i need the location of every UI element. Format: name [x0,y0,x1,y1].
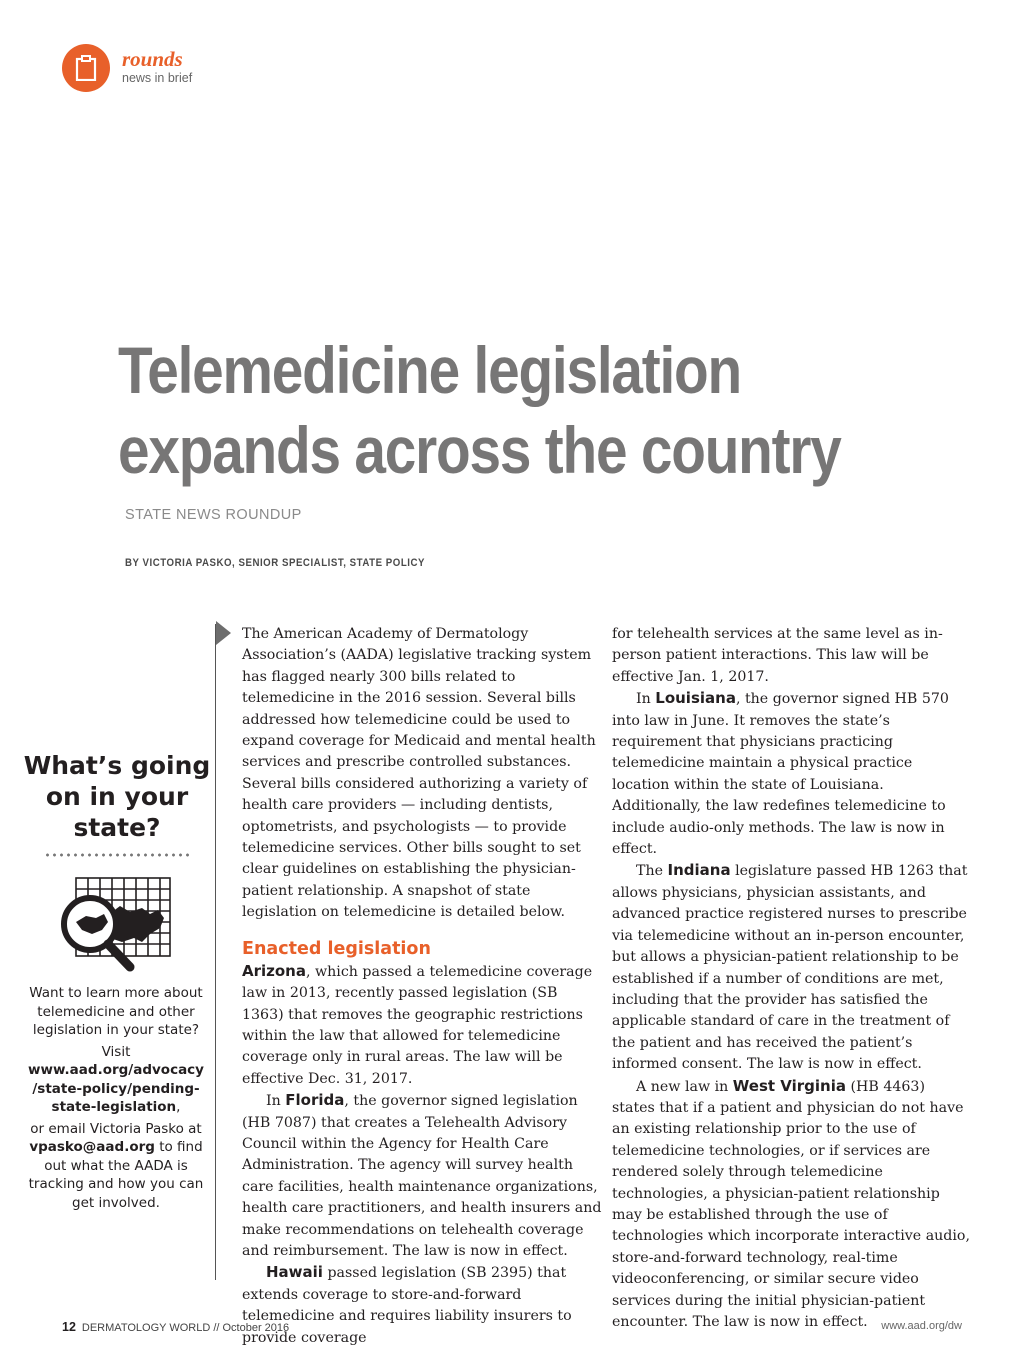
headline-line-1: Telemedicine legislation [118,333,741,407]
state-hawaii: Hawaii [266,1263,323,1282]
hawaii-continued: for telehealth services at the same level as in-person patient interactions. This law will be effective Jan. 1, 2017. [612,626,943,685]
article-subhead: STATE NEWS ROUNDUP [125,507,302,523]
state-arizona: Arizona [242,961,306,980]
intro-paragraph: The American Academy of Dermatology Association’s (AADA) legislative tracking system has flagged nearly 300 bills related to telemedicine in the 2016 session. Several bills addressed how telemedicine could be used to expand coverage for Medicaid and mental health services and prescribe controlled substances. Several bills considered authorizing a variety of health care providers — including dentists, optometrists, and psychologists — to provide telemedicine services. Other bills sought to set clear guidelines on establishing the physician-patient relationship. A snapshot of state legislation on telemedicine is detailed below. [242,626,596,921]
section-icon [62,44,110,92]
enacted-heading: Enacted legislation [242,938,431,959]
footer-folio [62,1320,289,1334]
magnifier-map-icon [50,872,180,980]
visit-suffix: , [176,1099,181,1115]
wv-pre: A new law in [636,1078,733,1095]
indiana-pre: The [636,863,668,880]
arrow-right-icon [216,621,231,645]
visit-prefix: Visit [101,1043,131,1060]
sidebar-text [28,984,204,1215]
west-virginia-paragraph [612,1076,972,1334]
footer-url[interactable]: www.aad.org/dw [881,1320,962,1332]
body-column-1 [242,624,602,1349]
state-florida: Florida [285,1091,345,1110]
clipboard-icon [75,55,97,81]
state-policy-link[interactable]: www.aad.org/advocacy/state-policy/pending-state-legislation [28,1062,204,1115]
state-indiana: Indiana [667,861,731,880]
headline-line-2: expands across the country [118,413,841,487]
issue-date: October 2016 [222,1322,290,1334]
sidebar-email [28,1120,204,1213]
arizona-paragraph [242,961,602,1090]
indiana-paragraph [612,860,972,1075]
sidebar-title: What’s going on in your state? [23,751,211,842]
magazine-name: DERMATOLOGY WORLD [81,1322,211,1334]
body-column-2 [612,624,972,1333]
florida-text: , the governor signed legislation (HB 7087) that creates a Telehealth Advisory Council within the Agency for Health Care Administration. The agency will survey health care facilities, health maintenance organizations, health care practitioners, and health insurers and make recommendations on telehealth coverage and reimbursement. The law is now in effect. [242,1093,602,1259]
arizona-text: , which passed a telemedicine coverage law in 2013, recently passed legislation (SB 1363) that removes the geographic restrictions within the law that allowed for telemedicine coverage only in rural areas. The law will be effective Dec. 31, 2017. [242,963,593,1087]
article-headline [118,330,841,490]
indiana-text: legislature passed HB 1263 that allows physicians, physician assistants, and advanced practice registered nurses to prescribe via telemedicine without an in-person encounter, but allows a physician-patient relationship to be established if a number of conditions are met, including that the provider has satisfied the applicable standard of care in the treatment of the patient and has received the patient’s informed consent. The law is now in effect. [612,863,968,1073]
state-west-virginia: West Virginia [732,1076,846,1095]
section-name: rounds [122,47,183,71]
state-louisiana: Louisiana [655,689,736,708]
hawaii-paragraph [242,1262,602,1349]
sidebar-visit [28,1043,204,1117]
page-number: 12 [62,1320,76,1334]
florida-pre: In [266,1093,286,1110]
sidebar-paragraph: Want to learn more about telemedicine and other legislation in your state? [29,985,203,1038]
wv-text: (HB 4463) states that if a patient and physician do not have an existing relationship prior to the use of telemedicine technologies, or if services are rendered solely through telemedicine technologies, a physician-patient relationship may be established through the use of technologies which incorporate interactive audio, store-and-forward technology, real-time videoconferencing, or similar secure video services during the initial physician-patient encounter. The law is now in effect. [612,1078,970,1330]
florida-paragraph [242,1090,602,1262]
louisiana-text: , the governor signed HB 570 into law in June. It removes the state’s requirement that physicians practicing telemedicine maintain a physical practice location within the state of Louisiana. Additionally, the law redefines telemedicine to include audio-only methods. The law is now in effect. [612,691,949,858]
louisiana-paragraph [612,688,972,860]
dotted-divider [44,853,190,857]
sidebar-divider [215,624,216,1280]
louisiana-pre: In [636,691,656,708]
email-prefix: or email Victoria Pasko at [30,1120,202,1137]
email-link[interactable]: vpasko@aad.org [29,1139,155,1155]
hawaii-text: passed legislation (SB 2395) that extends coverage to store-and-forward telemedicine and requires liability insurers to provide coverage [242,1265,572,1346]
article-byline: BY VICTORIA PASKO, SENIOR SPECIALIST, STATE POLICY [125,557,425,569]
section-subtitle: news in brief [122,71,193,85]
footer-separator: // [210,1322,223,1334]
email-suffix: to find out what the AADA is tracking and how you can get involved. [28,1139,204,1211]
